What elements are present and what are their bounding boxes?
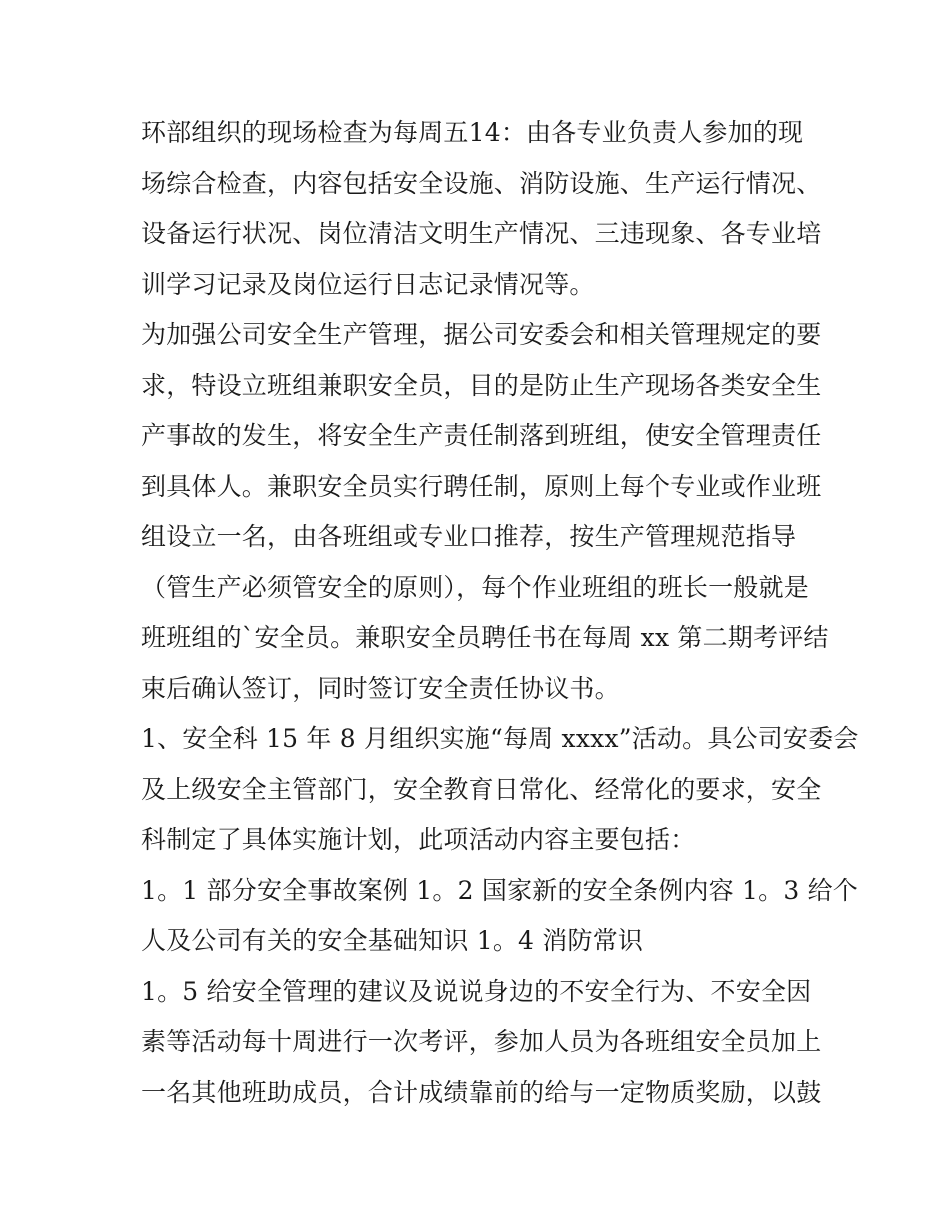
- text-line: 设备运行状况、岗位清洁文明生产情况、三违现象、各专业培: [141, 219, 822, 248]
- text-line: 场综合检查，内容包括安全设施、消防设施、生产运行情况、: [141, 168, 822, 198]
- text-line: 1。5 给安全管理的建议及说说身边的不安全行为、不安全因: [141, 976, 812, 1006]
- text-line: 1。1 部分安全事故案例 1。2 国家新的安全条例内容 1。3 给个: [141, 875, 858, 905]
- text-line: 人及公司有关的安全基础知识 1。4 消防常识: [141, 926, 644, 955]
- text-line: 一名其他班助成员，合计成绩靠前的给与一定物质奖励，以鼓: [141, 1077, 822, 1107]
- text-line: 及上级安全主管部门，安全教育日常化、经常化的要求，安全: [141, 774, 822, 804]
- text-line: 为加强公司安全生产管理，据公司安委会和相关管理规定的要: [141, 320, 822, 349]
- text-line: 到具体人。兼职安全员实行聘任制，原则上每个专业或作业班: [141, 471, 822, 501]
- text-line: 求，特设立班组兼职安全员，目的是防止生产现场各类安全生: [141, 370, 822, 400]
- text-line: （管生产必须管安全的原则），每个作业班组的班长一般就是: [141, 572, 809, 602]
- text-line: 班班组的`安全员。兼职安全员聘任书在每周 xx 第二期考评结: [141, 623, 829, 652]
- text-line: 1、安全科 15 年 8 月组织实施“每周 xxxx”活动。具公司安委会: [141, 724, 859, 753]
- document-body: [141, 108, 859, 1118]
- text-line: 素等活动每十周进行一次考评，参加人员为各班组安全员加上: [141, 1027, 822, 1056]
- text-line: 训学习记录及岗位运行日志记录情况等。: [141, 269, 595, 299]
- text-line: 束后确认签订，同时签订安全责任协议书。: [141, 673, 620, 703]
- text-line: 组设立一名，由各班组或专业口推荐，按生产管理规范指导: [141, 522, 797, 551]
- text-line: 环部组织的现场检查为每周五14：由各专业负责人参加的现: [141, 118, 804, 147]
- text-line: 产事故的发生，将安全生产责任制落到班组，使安全管理责任: [141, 421, 822, 450]
- text-line: 科制定了具体实施计划，此项活动内容主要包括：: [141, 825, 696, 854]
